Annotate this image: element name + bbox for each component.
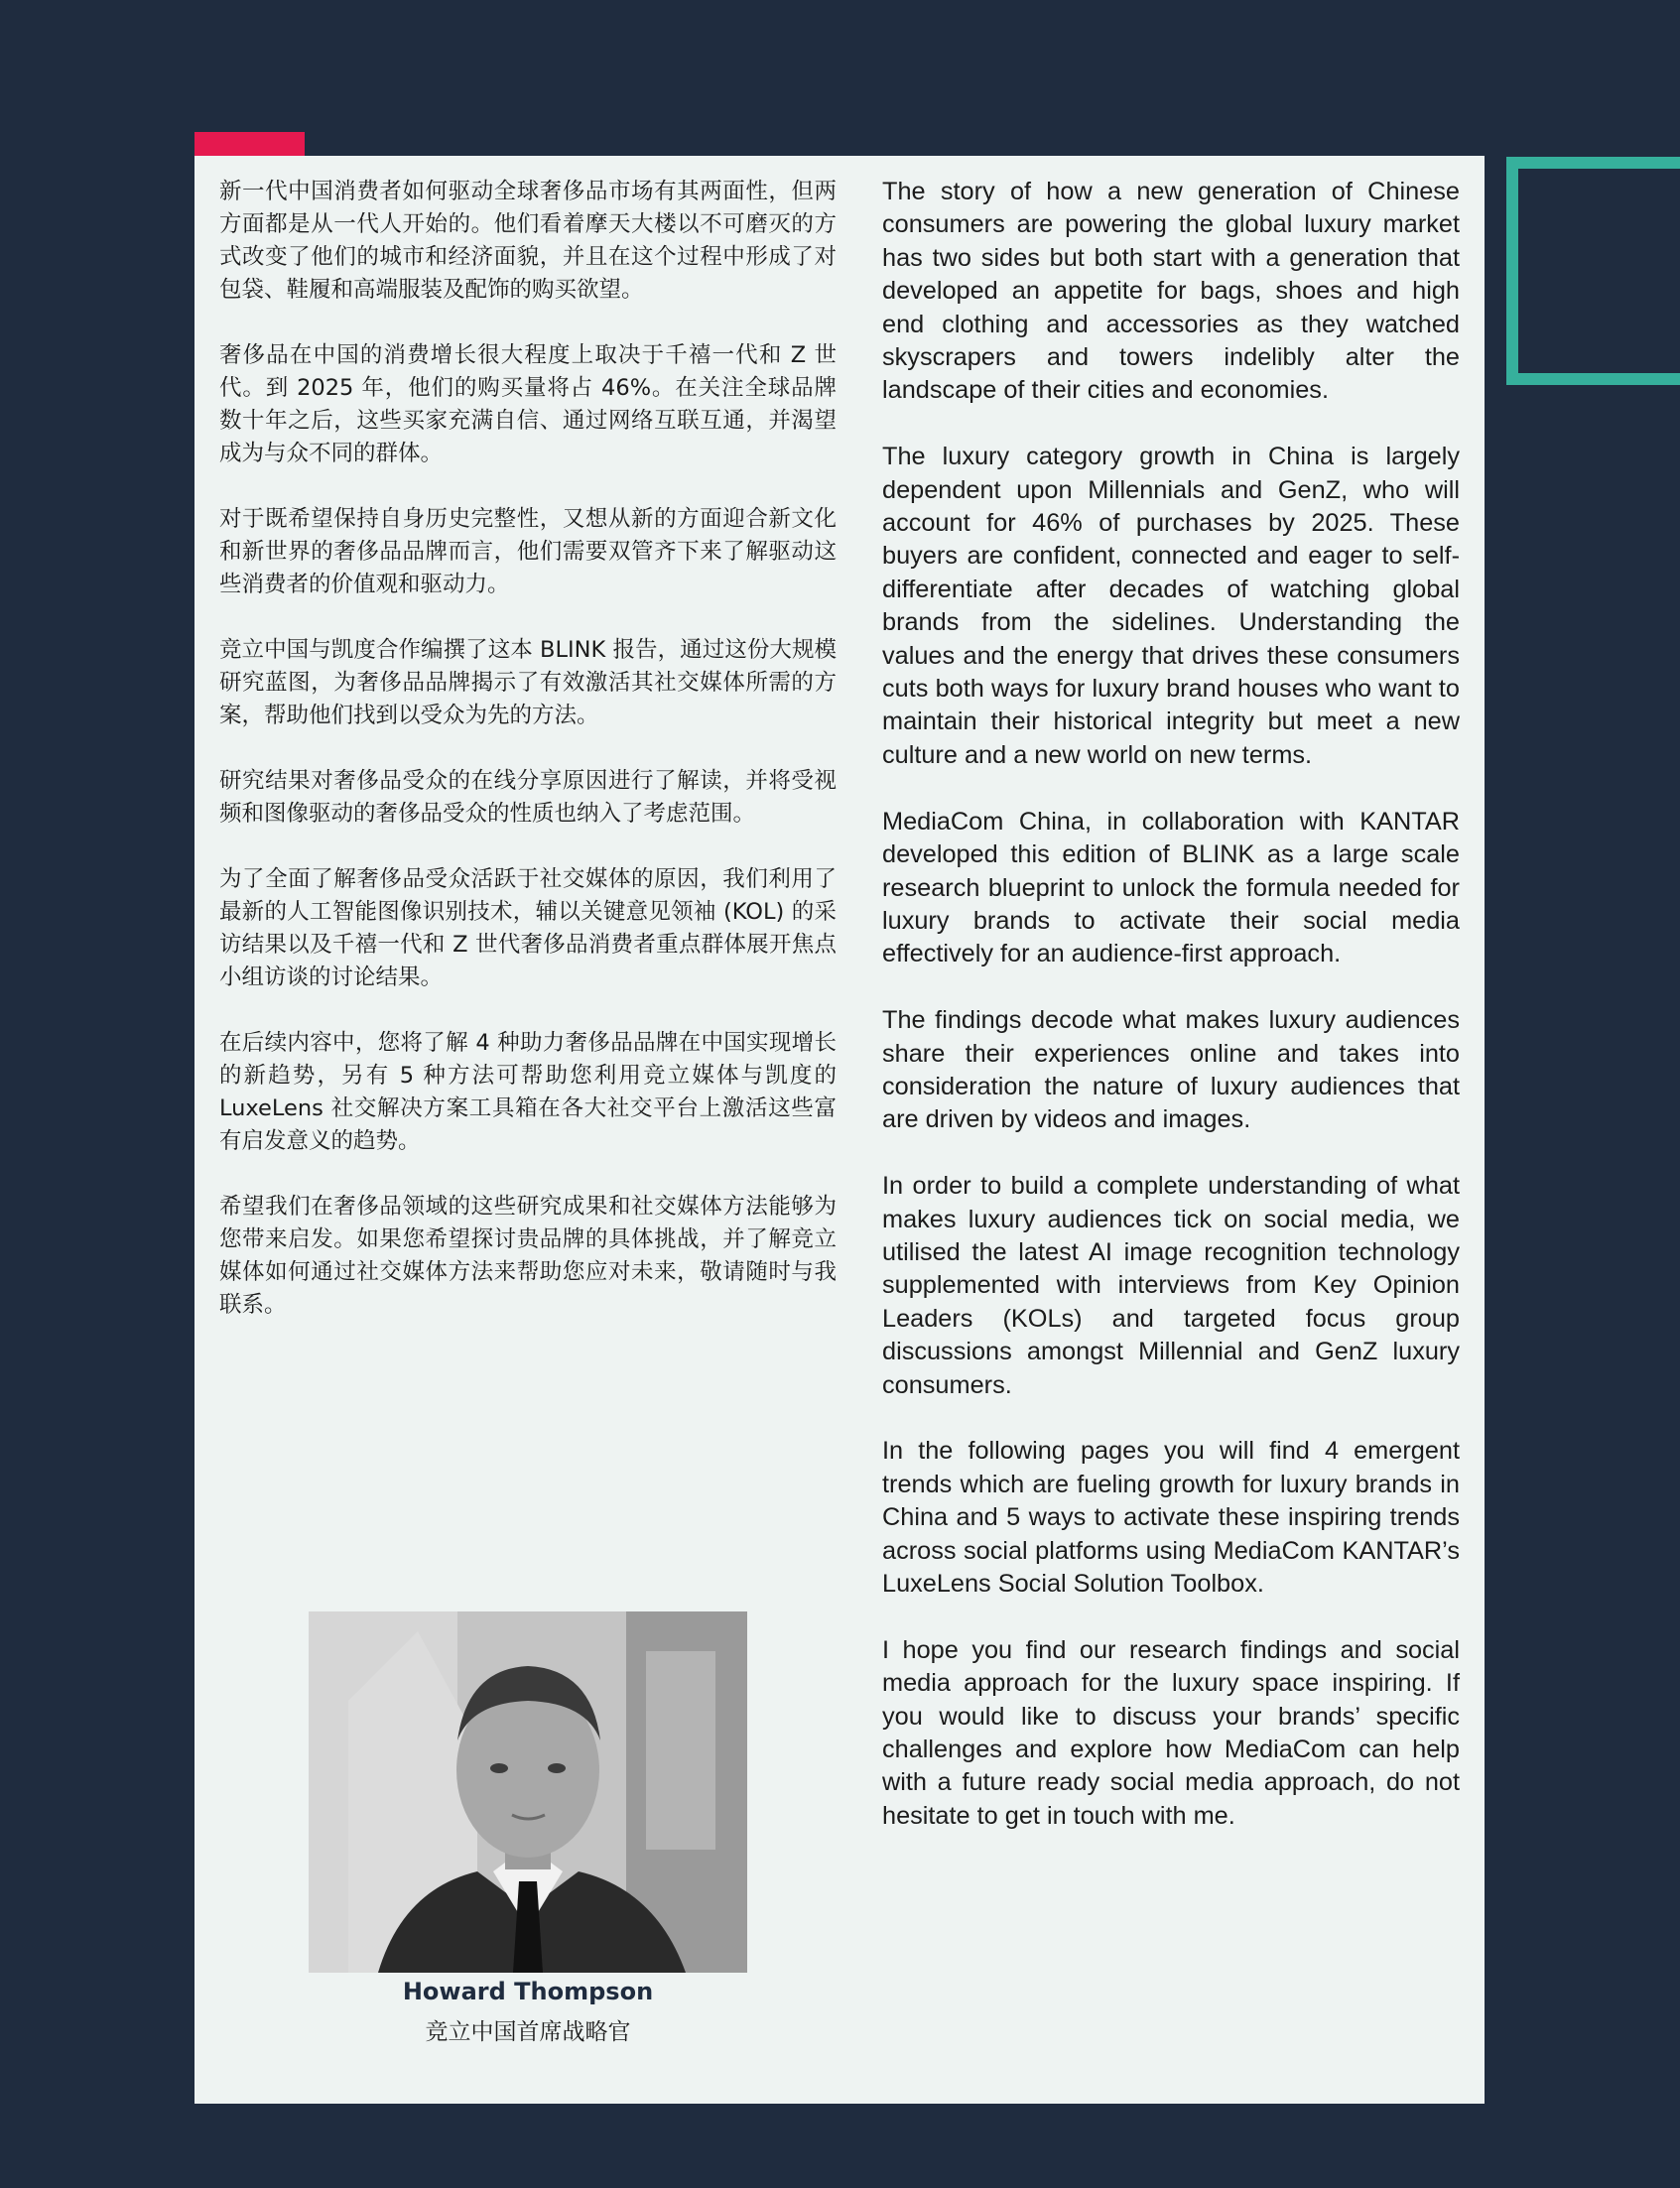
en-paragraph: The findings decode what makes luxury audiences share their experiences online and takes into consideration the nature of luxury audiences that are driven by videos and images. [882, 1006, 1460, 1134]
author-name: Howard Thompson [402, 1978, 654, 2005]
chinese-column [219, 176, 837, 1354]
teal-corner-frame [1506, 157, 1680, 385]
cn-paragraph: 对于既希望保持自身历史完整性，又想从新的方面迎合新文化和新世界的奢侈品品牌而言，他们需要双管齐下来了解驱动这些消费者的价值观和驱动力。 [219, 506, 837, 597]
en-paragraph: In order to build a complete understanding of what makes luxury audiences tick on social media, we utilised the latest AI image recognition technology supplemented with interviews from Key Opinion Leaders (KOLs) and targeted focus group discussions amongst Millennial and GenZ luxury consumers. [882, 1172, 1460, 1399]
cn-paragraph: 新一代中国消费者如何驱动全球奢侈品市场有其两面性，但两方面都是从一代人开始的。他们看着摩天大楼以不可磨灭的方式改变了他们的城市和经济面貌，并且在这个过程中形成了对包袋、鞋履和高端服装及配饰的购买欲望。 [219, 179, 837, 303]
author-portrait [309, 1611, 747, 1973]
en-paragraph: The luxury category growth in China is largely dependent upon Millennials and GenZ, who will account for 46% of purchases by 2025. These buyers are confident, connected and eager to self-differentiate after decades of watching global brands from the sidelines. Understanding the values and the energy that drives these consumers cuts both ways for luxury brand houses who want to maintain their historical integrity but meet a new culture and a new world on new terms. [882, 443, 1460, 769]
english-column [882, 176, 1460, 1866]
en-paragraph: The story of how a new generation of Chinese consumers are powering the global luxury market has two sides but both start with a generation that developed an appetite for bags, shoes and high end clothing and accessories as they watched skyscrapers and towers indelibly alter the landscape of their cities and economies. [882, 178, 1460, 405]
cn-paragraph: 研究结果对奢侈品受众的在线分享原因进行了解读，并将受视频和图像驱动的奢侈品受众的性质也纳入了考虑范围。 [219, 768, 837, 827]
cn-paragraph: 在后续内容中，您将了解 4 种助力奢侈品品牌在中国实现增长的新趋势，另有 5 种方法可帮助您利用竞立媒体与凯度的 LuxeLens 社交解决方案工具箱在各大社交平台上激活这些富有启发意义的趋势。 [219, 1030, 837, 1154]
cn-paragraph: 希望我们在奢侈品领域的这些研究成果和社交媒体方法能够为您带来启发。如果您希望探讨贵品牌的具体挑战，并了解竞立媒体如何通过社交媒体方法来帮助您应对未来，敬请随时与我联系。 [219, 1194, 837, 1318]
en-paragraph: In the following pages you will find 4 emergent trends which are fueling growth for luxury brands in China and 5 ways to activate these inspiring trends across social platforms using MediaCom KANTAR’s LuxeLens Social Solution Toolbox. [882, 1437, 1460, 1598]
portrait-illustration [309, 1611, 747, 1973]
cn-paragraph: 为了全面了解奢侈品受众活跃于社交媒体的原因，我们利用了最新的人工智能图像识别技术，辅以关键意见领袖 (KOL) 的采访结果以及千禧一代和 Z 世代奢侈品消费者重点群体展开焦点小组访谈的讨论结果。 [219, 866, 837, 990]
content-panel [194, 156, 1485, 2104]
en-paragraph: I hope you find our research findings and social media approach for the luxury space inspiring. If you would like to discuss your brands’ specific challenges and explore how MediaCom can help with a future ready social media approach, do not hesitate to get in touch with me. [882, 1635, 1460, 1830]
en-paragraph: MediaCom China, in collaboration with KANTAR developed this edition of BLINK as a large scale research blueprint to unlock the formula needed for luxury brands to activate their social media effectively for an audience-first approach. [882, 807, 1460, 968]
author-title: 竞立中国首席战略官 [425, 2019, 631, 2045]
cn-paragraph: 竞立中国与凯度合作编撰了这本 BLINK 报告，通过这份大规模研究蓝图，为奢侈品品牌揭示了有效激活其社交媒体所需的方案，帮助他们找到以受众为先的方法。 [219, 637, 837, 728]
cn-paragraph: 奢侈品在中国的消费增长很大程度上取决于千禧一代和 Z 世代。到 2025 年，他们的购买量将占 46%。在关注全球品牌数十年之后，这些买家充满自信、通过网络互联互通，并渴望成为与众不同的群体。 [219, 342, 837, 466]
red-accent-tab [194, 132, 305, 156]
